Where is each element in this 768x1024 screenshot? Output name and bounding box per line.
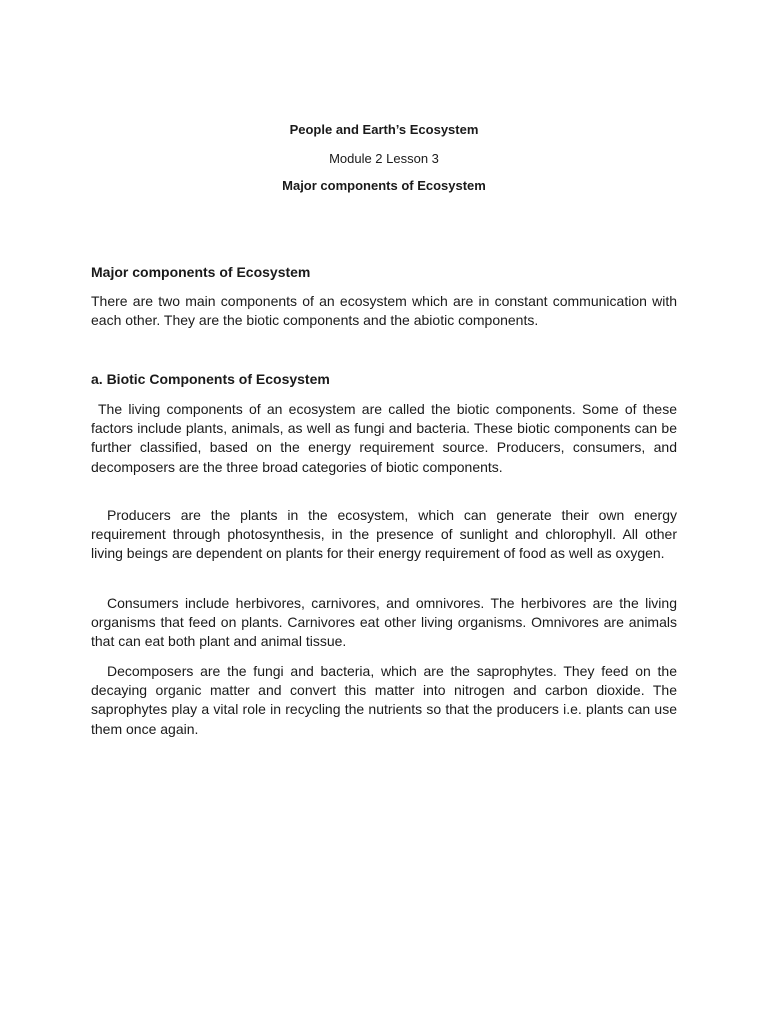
module-label: Module 2 Lesson 3 — [329, 151, 439, 166]
section-heading-major-components: Major components of Ecosystem — [91, 264, 311, 280]
intro-paragraph: There are two main components of an ecosystem which are in constant communication with each other. They are the biotic components and the abiotic components. — [91, 293, 677, 329]
biotic-paragraph-producers: Producers are the plants in the ecosystem, which can generate their own energy requirement through photosynthesis, in the presence of sunlight and chlorophyll. All other living beings are dependent on plants for their energy requirement of food as well as oxygen. — [91, 507, 677, 562]
document-title: People and Earth’s Ecosystem — [289, 122, 479, 137]
biotic-paragraph-decomposers: Decomposers are the fungi and bacteria, which are the saprophytes. They feed on the decaying organic matter and convert this matter into nitrogen and carbon dioxide. The saprophytes play a vital role in recycling the nutrients so that the producers i.e. plants can use them once again. — [91, 663, 677, 737]
section-heading-biotic-components: a. Biotic Components of Ecosystem — [91, 371, 330, 387]
document-subtitle: Major components of Ecosystem — [282, 178, 486, 193]
biotic-paragraph-definition: The living components of an ecosystem are called the biotic components. Some of these factors include plants, animals, as well as fungi and bacteria. These biotic components can be further classified, based on the energy requirement source. Producers, consumers, and decomposers are the three broad categories of biotic components. — [91, 401, 677, 475]
biotic-paragraph-consumers: Consumers include herbivores, carnivores, and omnivores. The herbivores are the living organisms that feed on plants. Carnivores eat other living organisms. Omnivores are animals that can eat both plant and animal tissue. — [91, 595, 677, 650]
